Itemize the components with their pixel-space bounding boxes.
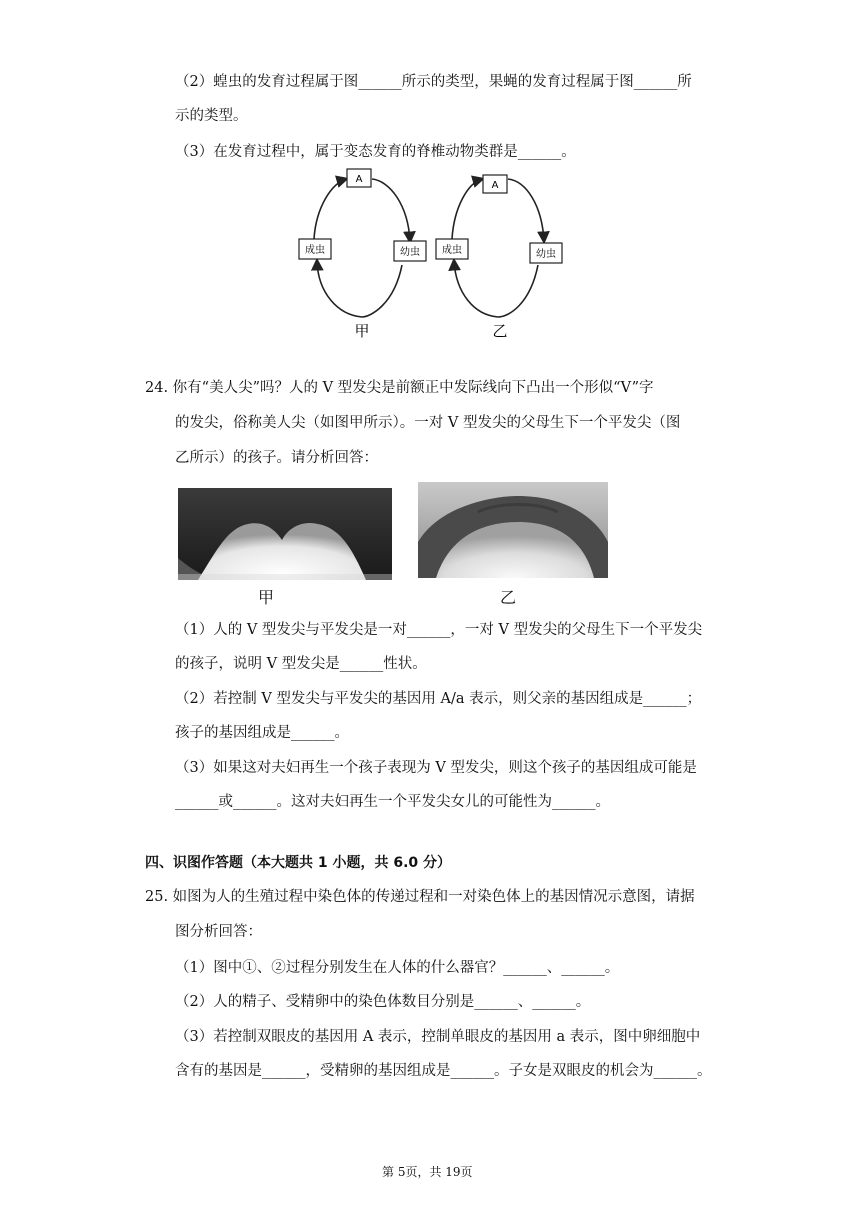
q25-part3-line2: 含有的基因是______，受精卵的基因组成是______。子女是双眼皮的机会为______。 [175,1063,712,1079]
q25-part2: （2）人的精子、受精卵中的染色体数目分别是______、______。 [175,994,591,1010]
q24-intro-line1: 24. 你有“美人尖”吗？人的 V 型发尖是前额正中发际线向下凸出一个形似“V”字 [145,380,654,396]
q24-part1-line2: 的孩子，说明 V 型发尖是______性状。 [175,656,427,672]
q25-intro-line1: 25. 如图为人的生殖过程中染色体的传递过程和一对染色体上的基因情况示意图，请据 [145,889,695,905]
cycle-jia-label-top: A [355,174,363,185]
q23-part2-line1: （2）蝗虫的发育过程属于图______所示的类型，果蝇的发育过程属于图______所 [175,74,692,90]
life-cycle-figure [290,165,570,340]
q25-part1: （1）图中①、②过程分别发生在人体的什么器官？______、______。 [175,960,620,976]
q24-part2-line2: 孩子的基因组成是______。 [175,725,349,741]
cycle-yi-arc-top-right [508,179,544,241]
q24-intro-line2: 的发尖，俗称美人尖（如图甲所示）。一对 V 型发尖的父母生下一个平发尖（图 [175,415,681,431]
section-heading: 四、识图作答题（本大题共 1 小题，共 6.0 分） [145,855,452,871]
q24-intro-line3: 乙所示）的孩子。请分析回答： [175,450,378,466]
q23-part2-line2: 示的类型。 [175,108,248,124]
cycle-jia-arc-bottom [317,261,402,317]
photo-caption-jia: 甲 [258,588,275,607]
q24-part3-line1: （3）如果这对夫妇再生一个孩子表现为 V 型发尖，则这个孩子的基因组成可能是 [175,760,697,776]
q23-part3: （3）在发育过程中，属于变态发育的脊椎动物类群是______。 [175,144,576,160]
cycle-yi-label-left: 成虫 [442,245,462,256]
cycle-yi-arc-bottom [454,261,538,317]
q24-part3-line2: ______或______。这对夫妇再生一个平发尖女儿的可能性为______。 [175,794,610,810]
cycle-jia-arc-top-left [314,179,346,239]
q25-part3-line1: （3）若控制双眼皮的基因用 A 表示，控制单眼皮的基因用 a 表示，图中卵细胞中 [175,1029,701,1045]
cycle-yi-arc-top-left [452,179,482,239]
cycle-jia-label-left: 成虫 [305,245,325,256]
q25-intro-line2: 图分析回答： [175,924,262,940]
page-footer: 第 5页，共 19页 [382,1165,473,1179]
cycle-yi-label-right: 幼虫 [536,249,556,260]
photo-flat-hairline [418,482,608,578]
cycle-jia-label-right: 幼虫 [400,247,420,258]
cycle-jia-caption: 甲 [354,322,370,340]
cycle-jia [299,169,426,340]
cycle-yi [436,175,562,340]
cycle-jia-arc-top-right [372,179,410,241]
photo-caption-yi: 乙 [500,588,517,607]
photo-v-hairline [178,488,392,580]
q24-part1-line1: （1）人的 V 型发尖与平发尖是一对______，一对 V 型发尖的父母生下一个平发尖 [175,622,703,638]
q24-part2-line1: （2）若控制 V 型发尖与平发尖的基因用 A/a 表示，则父亲的基因组成是______； [175,691,702,707]
cycle-yi-caption: 乙 [492,322,508,340]
cycle-yi-label-top: A [491,180,499,191]
